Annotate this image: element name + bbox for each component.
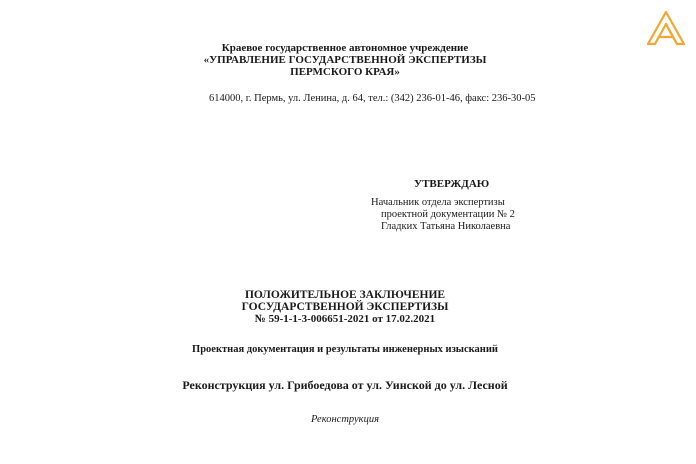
organization-line-1: Краевое государственное автономное учреждение (221, 42, 469, 54)
organization-line-2: «УПРАВЛЕНИЕ ГОСУДАРСТВЕННОЙ ЭКСПЕРТИЗЫ (203, 54, 487, 66)
conclusion-title-line-1: ПОЛОЖИТЕЛЬНОЕ ЗАКЛЮЧЕНИЕ (244, 289, 446, 301)
approval-position: Начальник отдела экспертизы (371, 197, 505, 208)
approval-person: Гладких Татьяна Николаевна (381, 221, 511, 232)
documentation-kind: Проектная документация и результаты инженерных изысканий (192, 344, 498, 355)
conclusion-number: № 59-1-1-3-006651-2021 от 17.02.2021 (254, 313, 436, 325)
approval-title: УТВЕРЖДАЮ (414, 178, 490, 190)
organization-line-3: ПЕРМСКОГО КРАЯ» (290, 66, 400, 78)
triangle-logo-icon (646, 10, 686, 46)
conclusion-title-line-2: ГОСУДАРСТВЕННОЙ ЭКСПЕРТИЗЫ (241, 301, 449, 313)
work-type: Реконструкция (311, 414, 379, 425)
organization-address: 614000, г. Пермь, ул. Ленина, д. 64, тел.: (342) 236-01-46, факс: 236-30-05 (209, 93, 536, 104)
approval-department: проектной документации № 2 (381, 209, 515, 220)
object-name: Реконструкция ул. Грибоедова от ул. Уинской до ул. Лесной (182, 378, 508, 392)
